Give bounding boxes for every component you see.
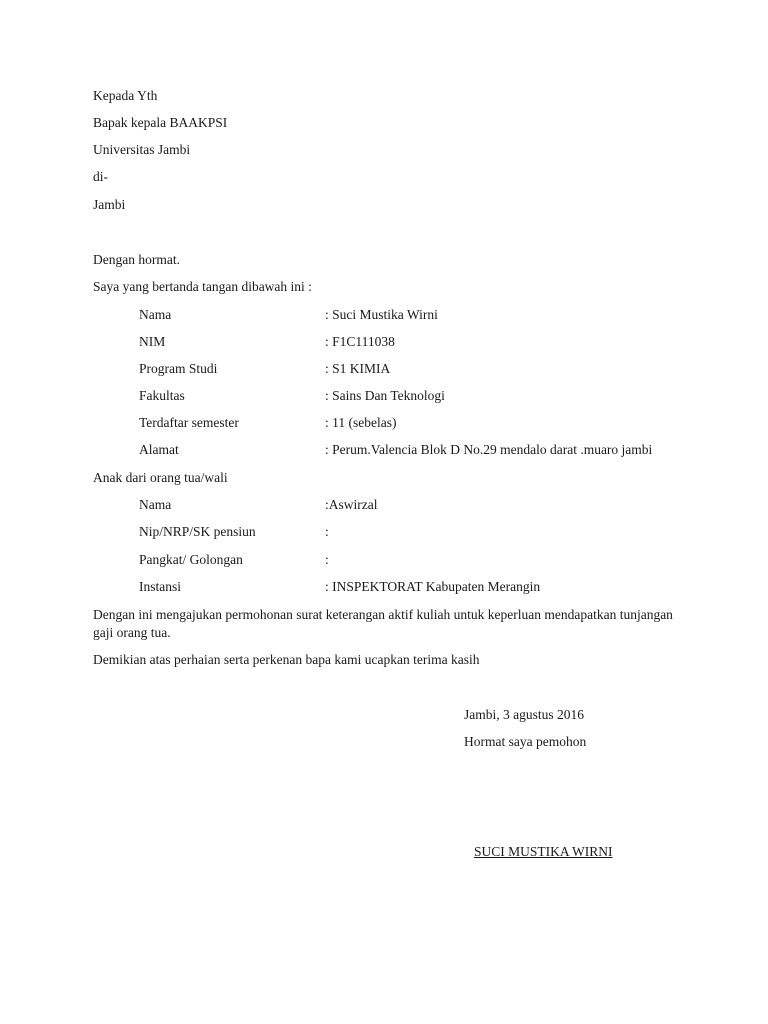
student-name-label: Nama: [139, 307, 172, 322]
student-fakultas-value: : Sains Dan Teknologi: [325, 388, 445, 403]
recipient-line-4: di-: [93, 169, 108, 184]
parent-name-value: :Aswirzal: [325, 497, 378, 512]
student-nim-value: : F1C111038: [325, 334, 395, 349]
student-fakultas-label: Fakultas: [139, 388, 185, 403]
parent-instansi-label: Instansi: [139, 579, 181, 594]
signature-salutation: Hormat saya pemohon: [464, 734, 587, 749]
parent-nip-label: Nip/NRP/SK pensiun: [139, 524, 256, 539]
parent-instansi-value: : INSPEKTORAT Kabupaten Merangin: [325, 579, 541, 594]
student-prodi-value: : S1 KIMIA: [325, 361, 391, 376]
greeting: Dengan hormat.: [93, 252, 180, 267]
recipient-line-3: Universitas Jambi: [93, 142, 191, 157]
closing-paragraph: Demikian atas perhaian serta perkenan bapa kami ucapkan terima kasih: [93, 652, 480, 667]
student-prodi-label: Program Studi: [139, 361, 218, 376]
student-semester-label: Terdaftar semester: [139, 415, 239, 430]
parent-pangkat-label: Pangkat/ Golongan: [139, 552, 243, 567]
body-paragraph: Dengan ini mengajukan permohonan surat keterangan aktif kuliah untuk keperluan mendapatkan tunjangan gaji orang tua.: [93, 607, 673, 640]
student-alamat-value: : Perum.Valencia Blok D No.29 mendalo darat .muaro jambi: [325, 442, 653, 457]
place-date: Jambi, 3 agustus 2016: [464, 707, 584, 722]
parent-intro: Anak dari orang tua/wali: [93, 470, 228, 485]
student-nim-label: NIM: [139, 334, 166, 349]
intro-text: Saya yang bertanda tangan dibawah ini :: [93, 279, 312, 294]
signatory-name: SUCI MUSTIKA WIRNI: [474, 844, 613, 859]
parent-nip-value: :: [325, 524, 329, 539]
recipient-line-1: Kepada Yth: [93, 88, 158, 103]
student-name-value: : Suci Mustika Wirni: [325, 307, 438, 322]
parent-pangkat-value: :: [325, 552, 329, 567]
student-semester-value: : 11 (sebelas): [325, 415, 397, 430]
parent-name-label: Nama: [139, 497, 172, 512]
student-alamat-label: Alamat: [139, 442, 179, 457]
recipient-line-5: Jambi: [93, 197, 126, 212]
recipient-line-2: Bapak kepala BAAKPSI: [93, 115, 228, 130]
